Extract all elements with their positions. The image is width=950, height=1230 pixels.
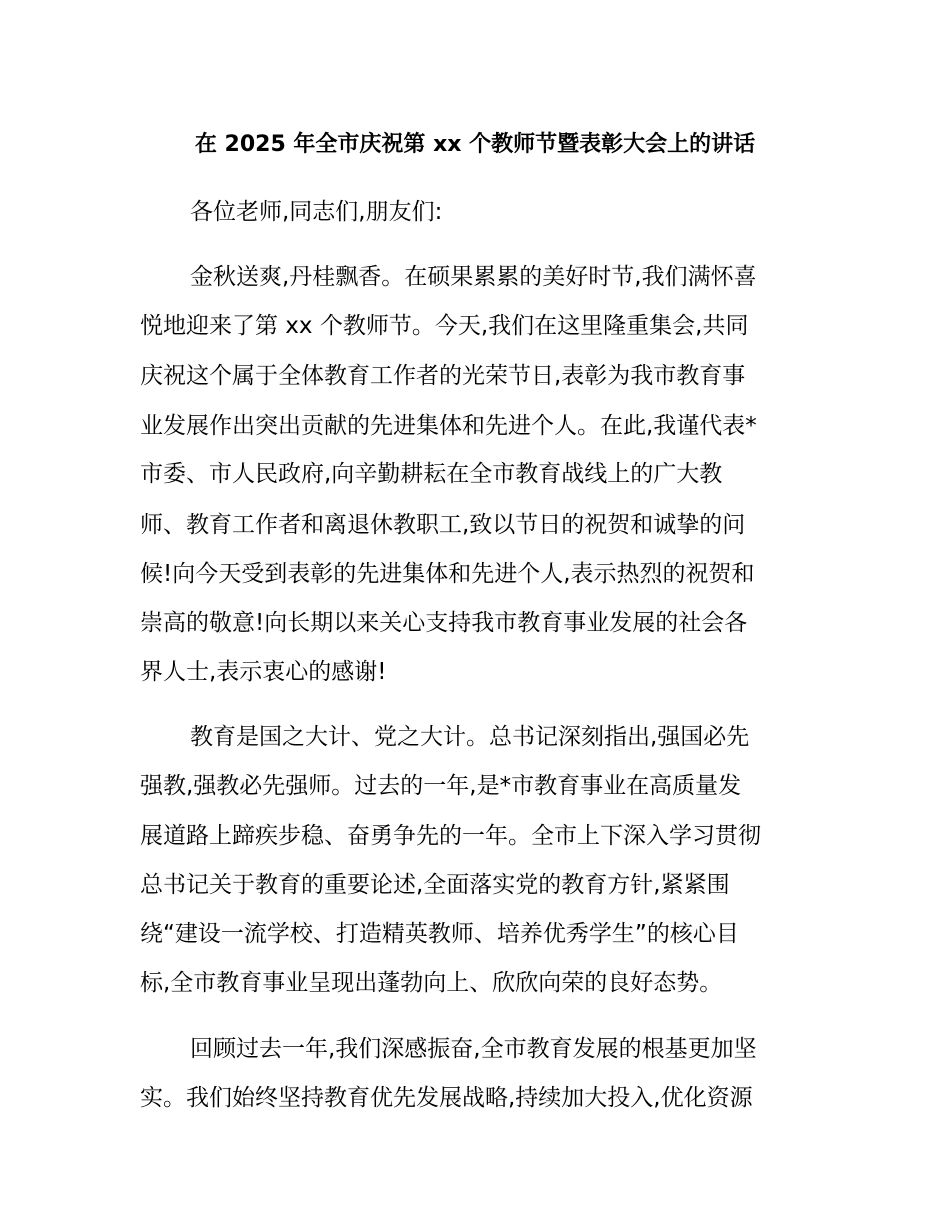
body-line: 悦地迎来了第 xx 个教师节。今天,我们在这里隆重集会,共同	[140, 313, 749, 339]
body-line: 庆祝这个属于全体教育工作者的光荣节日,表彰为我市教育事	[140, 363, 746, 389]
body-line: 标,全市教育事业呈现出蓬勃向上、欣欣向荣的良好态势。	[140, 970, 723, 996]
body-line: 师、教育工作者和离退休教职工,致以节日的祝贺和诚挚的问	[140, 512, 746, 538]
salutation-line: 各位老师,同志们,朋友们:	[190, 199, 443, 225]
document-title: 在 2025 年全市庆祝第 xx 个教师节暨表彰大会上的讲话	[194, 132, 756, 157]
body-line: 候!向今天受到表彰的先进集体和先进个人,表示热烈的祝贺和	[140, 561, 755, 587]
body-line: 金秋送爽,丹桂飘香。在硕果累累的美好时节,我们满怀喜	[190, 264, 757, 290]
body-line: 界人士,表示衷心的感谢!	[140, 659, 387, 685]
body-line: 绕“建设一流学校、打造精英教师、培养优秀学生”的核心目	[140, 921, 739, 947]
body-line: 回顾过去一年,我们深感振奋,全市教育发展的根基更加坚	[190, 1036, 757, 1062]
body-line: 市委、市人民政府,向辛勤耕耘在全市教育战线上的广大教	[140, 461, 723, 487]
body-line: 实。我们始终坚持教育优先发展战略,持续加大投入,优化资源	[140, 1085, 753, 1111]
body-line: 崇高的敬意!向长期以来关心支持我市教育事业发展的社会各	[140, 610, 748, 636]
body-line: 教育是国之大计、党之大计。总书记深刻指出,强国必先	[190, 724, 750, 750]
body-line: 业发展作出突出贡献的先进集体和先进个人。在此,我谨代表*	[140, 413, 757, 439]
body-line: 强教,强教必先强师。过去的一年,是*市教育事业在高质量发	[140, 773, 742, 799]
body-line: 展道路上蹄疾步稳、奋勇争先的一年。全市上下深入学习贯彻	[140, 823, 761, 849]
body-line: 总书记关于教育的重要论述,全面落实党的教育方针,紧紧围	[140, 872, 730, 898]
